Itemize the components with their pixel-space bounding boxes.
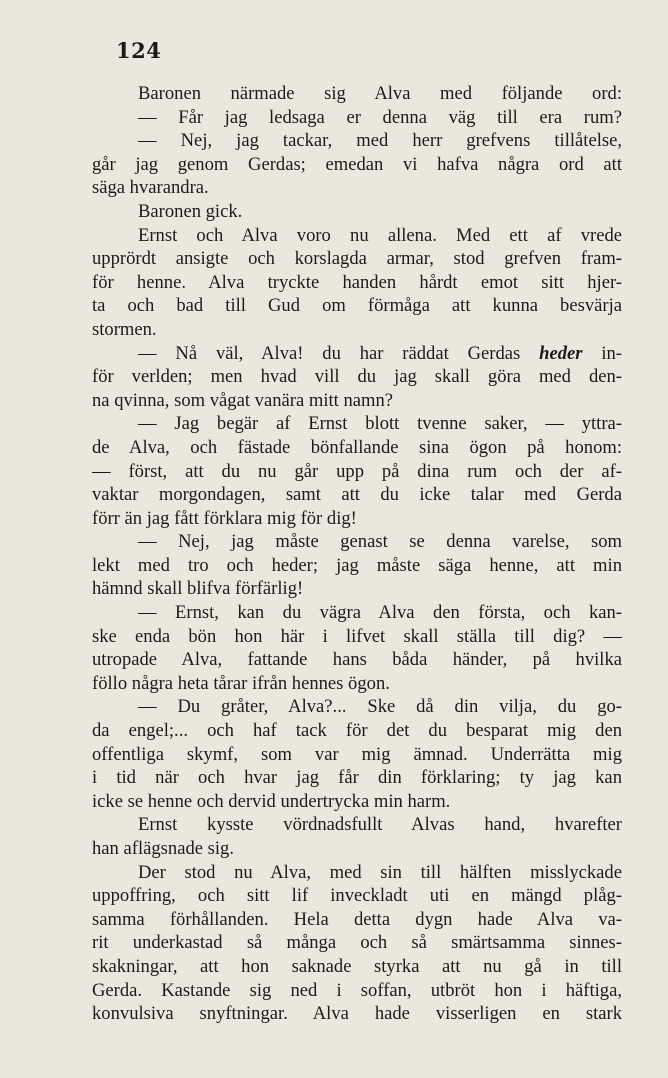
text-line: ta och bad till Gud om förmåga att kunna besvärja (92, 295, 622, 317)
text-line: Baronen närmade sig Alva med följande ord: (138, 83, 622, 104)
body-text (92, 82, 622, 1026)
text-line: uppoffring, och sitt lif inveckladt uti en mängd plåg- (92, 885, 622, 907)
text-line: upprördt ansigte och korslagda armar, stod grefven fram- (92, 248, 622, 270)
text-line: utropade Alva, fattande hans båda händer, på hvilka (92, 649, 622, 671)
text-line: för verlden; men hvad vill du jag skall göra med den- (92, 366, 622, 388)
text-line: säga hvarandra. (92, 177, 209, 199)
text-line: da engel;... och haf tack för det du besparat mig den (92, 720, 622, 742)
text-line: hämnd skall blifva förfärlig! (92, 578, 304, 600)
text-line: — Nej, jag måste genast se denna varelse, som (138, 531, 622, 553)
text-line: offentliga skymf, som var mig ämnad. Underrätta mig (92, 743, 622, 765)
text-line: de Alva, och fästade bönfallande sina ögon på honom: (92, 436, 622, 458)
text-line: skakningar, att hon saknade styrka att nu gå in till (92, 955, 622, 977)
text-line: — Får jag ledsaga er denna väg till era rum? (138, 106, 622, 128)
text-line: Ernst och Alva voro nu allena. Med ett af vrede (138, 224, 622, 246)
page-number: 124 (116, 38, 162, 63)
emphasized-word: heder (539, 342, 583, 364)
text-line (92, 342, 622, 366)
text-line: för henne. Alva tryckte handen hårdt emot sitt hjer- (92, 271, 622, 293)
text-line: går jag genom Gerdas; emedan vi hafva några ord att (92, 153, 622, 175)
text-line: — Du gråter, Alva?... Ske då din vilja, du go- (138, 696, 622, 718)
text-line: i tid när och hvar jag får din förklaring; ty jag kan (92, 767, 622, 789)
text-line: samma förhållanden. Hela detta dygn hade Alva va- (92, 908, 622, 930)
text-line: Der stod nu Alva, med sin till hälften misslyckade (138, 861, 622, 883)
text-line: förr än jag fått förklara mig för dig! (92, 507, 357, 529)
text-line: Baronen gick. (138, 200, 243, 222)
text-line: — Nej, jag tackar, med herr grefvens tillåtelse, (138, 130, 622, 152)
text-line: icke se henne och dervid undertrycka min harm. (92, 790, 451, 812)
text-line: Gerda. Kastande sig ned i soffan, utbröt hon i häftiga, (92, 979, 622, 1001)
text-line: han aflägsnade sig. (92, 838, 234, 859)
text-line: Ernst kysste vördnadsfullt Alvas hand, hvarefter (138, 814, 622, 836)
text-line: stormen. (92, 318, 157, 340)
text-segment: in- (601, 342, 622, 364)
text-line: konvulsiva snyftningar. Alva hade visserligen en stark (92, 1003, 622, 1025)
text-line: na qvinna, som vågat vanära mitt namn? (92, 389, 394, 411)
text-line: — Jag begär af Ernst blott tvenne saker, — yttra- (138, 413, 622, 435)
text-line: rit underkastad så många och så smärtsamma sinnes- (92, 932, 622, 954)
text-line: — Ernst, kan du vägra Alva den första, och kan- (138, 602, 622, 624)
text-line: lekt med tro och heder; jag måste säga henne, att min (92, 554, 622, 576)
text-line: vaktar morgondagen, samt att du icke talar med Gerda (92, 484, 622, 506)
text-line: — först, att du nu går upp på dina rum och der af- (92, 460, 622, 482)
text-line: föllo några heta tårar ifrån hennes ögon. (92, 672, 390, 694)
text-segment: — Nå väl, Alva! du har räddat Gerdas (138, 342, 521, 364)
text-line: ske enda bön hon här i lifvet skall ställa till dig? — (92, 625, 622, 647)
